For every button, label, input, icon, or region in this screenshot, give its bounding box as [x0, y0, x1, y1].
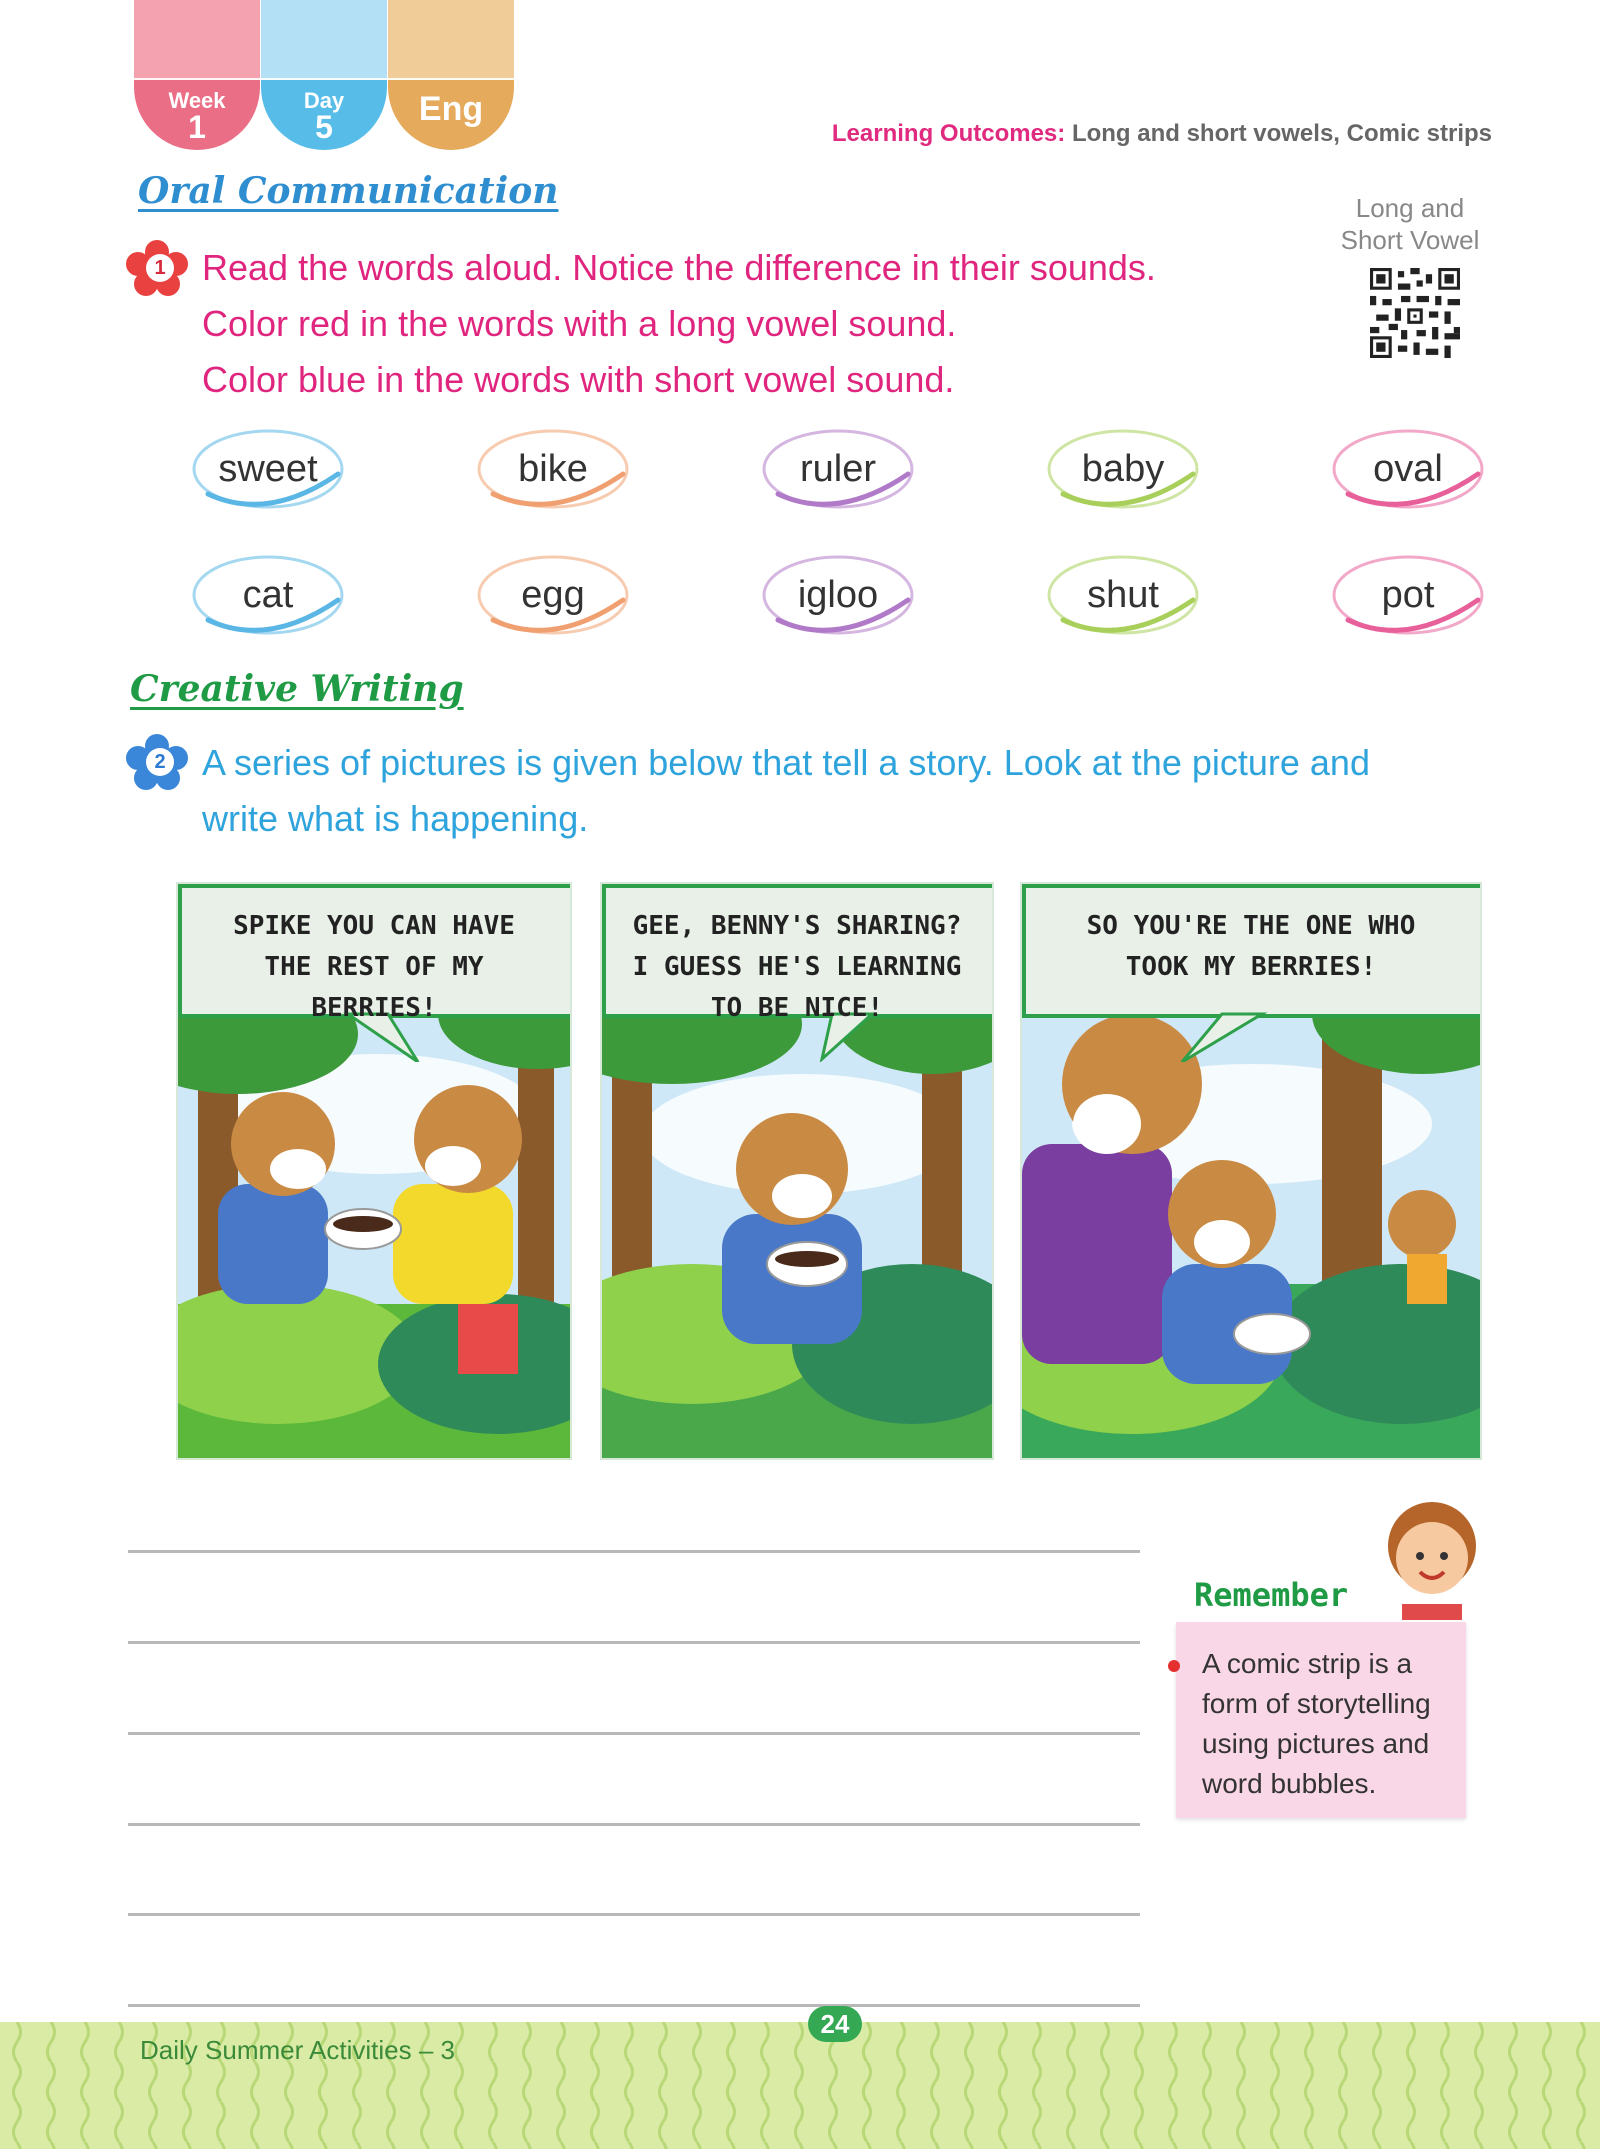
outcomes-label: Learning Outcomes:	[831, 120, 1066, 147]
instruction-line: write what is happening.	[202, 798, 589, 839]
word-text: sweet	[218, 448, 318, 490]
word-oval[interactable]	[1043, 424, 1203, 514]
qr-code-icon[interactable]	[1370, 268, 1460, 358]
word-oval[interactable]	[473, 550, 633, 640]
writing-line[interactable]	[128, 1913, 1140, 1916]
comic-panel-1	[176, 882, 572, 1460]
comic-panel-2	[600, 882, 994, 1460]
qr-label-line: Long and	[1355, 193, 1465, 223]
word-text: pot	[1381, 574, 1435, 616]
creative-instructions	[202, 735, 1370, 847]
subject-tab	[388, 0, 514, 150]
oral-communication-title: Oral Communication	[138, 170, 559, 212]
comic-panel-3	[1020, 882, 1482, 1460]
subject-label: Eng	[418, 90, 484, 128]
word-oval[interactable]	[188, 550, 348, 640]
word-oval[interactable]	[1328, 550, 1488, 640]
instruction-line: Read the words aloud. Notice the difference in their sounds.	[202, 247, 1156, 288]
flower-number-icon	[126, 734, 188, 790]
creative-writing-title: Creative Writing	[130, 668, 464, 710]
day-number: 5	[315, 109, 333, 145]
word-oval[interactable]	[1328, 424, 1488, 514]
oral-instructions	[202, 240, 1156, 408]
speech-bubble-text	[602, 906, 992, 1029]
bubble-line: SO YOU'RE THE ONE WHO	[1086, 911, 1416, 941]
word-oval[interactable]	[758, 424, 918, 514]
week-number: 1	[188, 109, 206, 145]
bubble-line: BERRIES!	[311, 993, 437, 1023]
word-text: ruler	[799, 448, 877, 490]
word-text: shut	[1087, 574, 1159, 616]
outcomes-value: Long and short vowels, Comic strips	[1071, 120, 1492, 147]
writing-line[interactable]	[128, 1641, 1140, 1644]
child-face-icon	[1380, 1500, 1484, 1620]
word-text: bike	[518, 448, 588, 490]
page-number: 24	[808, 2006, 862, 2042]
bubble-line: SPIKE YOU CAN HAVE	[233, 911, 515, 941]
day-label: Day	[303, 88, 345, 113]
instruction-line: Color blue in the words with short vowel sound.	[202, 359, 955, 400]
writing-line[interactable]	[128, 2004, 1140, 2007]
qr-label-line: Short Vowel	[1340, 225, 1480, 255]
word-text: igloo	[797, 574, 879, 616]
word-text: cat	[242, 574, 294, 616]
learning-outcomes	[832, 120, 1492, 148]
remember-line: A comic strip is a	[1202, 1648, 1413, 1679]
remember-text	[1202, 1644, 1462, 1804]
writing-line[interactable]	[128, 1823, 1140, 1826]
word-oval[interactable]	[758, 550, 918, 640]
week-tab	[134, 0, 260, 150]
bubble-line: THE REST OF MY	[264, 952, 484, 982]
qr-label	[1310, 192, 1510, 256]
flower-number-icon	[126, 240, 188, 296]
word-oval[interactable]	[473, 424, 633, 514]
speech-bubble-text	[178, 906, 570, 1029]
writing-line[interactable]	[128, 1732, 1140, 1735]
day-tab	[261, 0, 387, 150]
word-oval[interactable]	[1043, 550, 1203, 640]
writing-line[interactable]	[128, 1550, 1140, 1553]
question-number: 1	[146, 254, 174, 282]
speech-bubble-text	[1022, 906, 1480, 988]
word-text: oval	[1373, 448, 1443, 490]
remember-line: form of storytelling	[1202, 1688, 1431, 1719]
question-number: 2	[146, 748, 174, 776]
remember-title: Remember	[1194, 1576, 1349, 1614]
footer-title: Daily Summer Activities – 3	[140, 2035, 455, 2065]
word-text: egg	[521, 574, 585, 616]
bubble-line: TO BE NICE!	[710, 993, 884, 1023]
bubble-line: GEE, BENNY'S SHARING?	[632, 911, 962, 941]
bubble-line: TOOK MY BERRIES!	[1125, 952, 1377, 982]
bubble-line: I GUESS HE'S LEARNING	[632, 952, 962, 982]
instruction-line: A series of pictures is given below that tell a story. Look at the picture and	[202, 742, 1370, 783]
instruction-line: Color red in the words with a long vowel sound.	[202, 303, 957, 344]
week-label: Week	[168, 88, 226, 113]
word-text: baby	[1081, 448, 1165, 490]
word-oval[interactable]	[188, 424, 348, 514]
remember-line: word bubbles.	[1202, 1768, 1377, 1799]
remember-line: using pictures and	[1202, 1728, 1430, 1759]
bullet-icon	[1168, 1660, 1180, 1672]
